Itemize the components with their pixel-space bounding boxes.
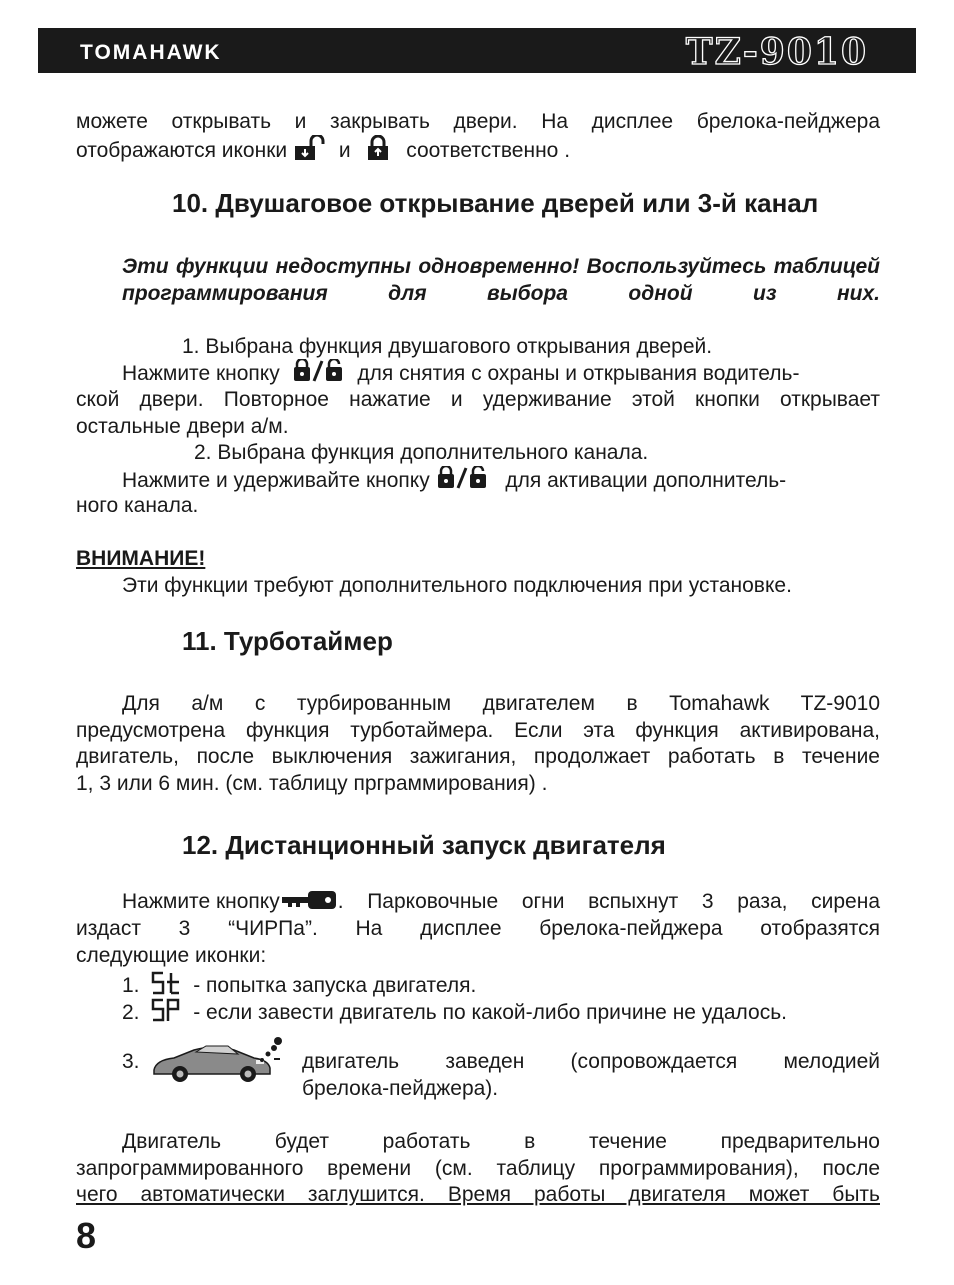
car-running-icon	[150, 1036, 290, 1091]
attention-label: ВНИМАНИЕ!	[76, 547, 206, 570]
intro-text-b: и	[338, 139, 351, 163]
s12-text-a: Нажмите кнопку	[122, 890, 280, 913]
unlock-icon	[293, 135, 333, 168]
section-11-line-2: предусмотрена функция турботаймера. Если эта функция активирована,	[76, 719, 880, 742]
intro-line-1: можете открывать и закрывать двери. На дисплее брелока-пейджера	[76, 110, 880, 133]
opt1-text-a: Нажмите кнопку	[122, 362, 280, 386]
item-1-text: - попытка запуска двигателя.	[193, 974, 477, 998]
opt2-text-a: Нажмите и удерживайте кнопку	[122, 469, 430, 493]
intro-text-c: соответственно .	[406, 139, 571, 163]
model-name: TZ-9010	[685, 31, 868, 73]
lock-unlock-button-icon	[436, 466, 490, 497]
item-3-line-1: двигатель заведен (сопровождается мелодией	[302, 1050, 880, 1073]
sp-segment-icon	[151, 997, 181, 1030]
section-12-para-2-line-1: Двигатель будет работать в течение предварительно	[122, 1130, 880, 1153]
item-3-line-2: брелока-пейджера).	[302, 1077, 499, 1100]
section-11-line-1: Для а/м с турбированным двигателем в Tomahawk TZ-9010	[122, 692, 880, 715]
s12-text-b: . Парковочные огни вспыхнут 3 раза, сирена	[337, 890, 880, 913]
item-2-text: - если завести двигатель по какой-либо причине не удалось.	[193, 1001, 787, 1025]
item-3-number: 3.	[122, 1050, 140, 1073]
intro-line-2	[76, 135, 570, 168]
section-10-title: 10. Двушаговое открывание дверей или 3-й канал	[172, 188, 819, 218]
section-10-warning	[76, 253, 880, 307]
item-2-number: 2.	[122, 1001, 140, 1025]
brand-name: TOMAHAWK	[80, 41, 222, 64]
option-2-line-1	[122, 466, 786, 497]
page-number: 8	[76, 1215, 97, 1256]
option-1-title: 1. Выбрана функция двушагового открывания дверей.	[182, 335, 713, 358]
lock-icon	[366, 135, 390, 168]
section-12-para-2-line-3: чего автоматически заглушится. Время работы двигателя может быть	[76, 1183, 880, 1206]
opt2-text-b: для активации дополнитель-	[505, 469, 787, 493]
section-12-line-3: следующие иконки:	[76, 944, 267, 967]
option-1-line-3: остальные двери а/м.	[76, 415, 289, 438]
option-1-line-2: ской двери. Повторное нажатие и удерживание этой кнопки открывает	[76, 388, 880, 411]
attention-text: Эти функции требуют дополнительного подключения при установке.	[122, 574, 792, 597]
item-1-number: 1.	[122, 974, 140, 998]
option-2-title: 2. Выбрана функция дополнительного канала.	[194, 441, 649, 464]
section-12-line-2: издаст 3 “ЧИРПа”. На дисплее брелока-пейджера отобразятся	[76, 917, 880, 940]
header-bar	[38, 28, 916, 73]
intro-text-a: отображаются иконки	[76, 139, 288, 163]
opt1-text-b: для снятия с охраны и открывания водитель-	[357, 362, 800, 386]
icon-item-2	[122, 997, 787, 1030]
section-11-line-3: двигатель, после выключения зажигания, продолжает работать в течение	[76, 745, 880, 768]
warning-text: Эти функции недоступны одновременно! Воспользуйтесь таблицей программирования для выбора одной из них.	[122, 255, 880, 305]
section-11-title: 11. Турботаймер	[182, 626, 393, 656]
section-12-title: 12. Дистанционный запуск двигателя	[182, 830, 666, 860]
section-11-line-4: 1, 3 или 6 мин. (см. таблицу прграммирования) .	[76, 772, 548, 795]
section-12-para-2-line-2: запрограммированного времени (см. таблицу программирования), после	[76, 1157, 880, 1180]
option-2-line-2: ного канала.	[76, 494, 199, 517]
